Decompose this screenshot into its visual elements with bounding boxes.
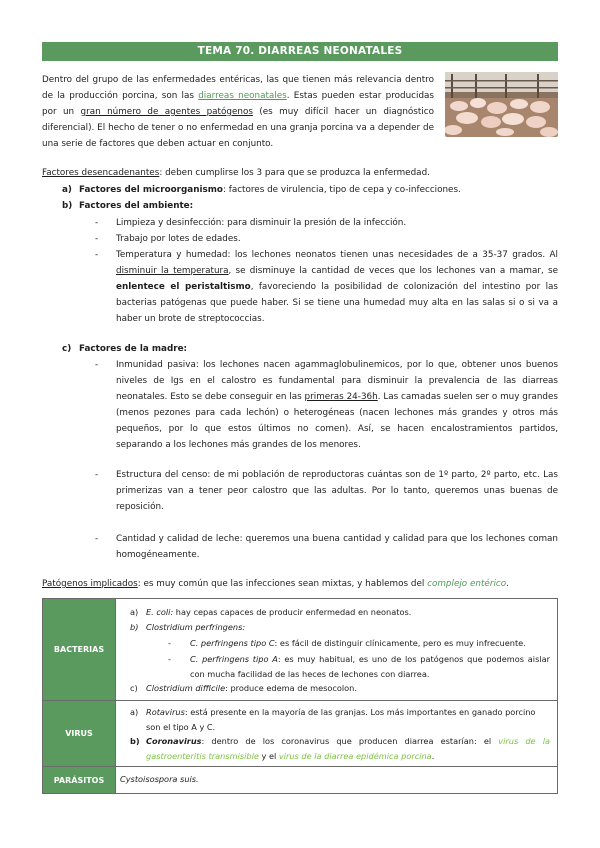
document-page: TEMA 70. DIARREAS NEONATALES Dentro del grupo de las enfermedades entéricas, las que tienen más relevancia dentro de la producción porcina, son las diarreas neonatales. Estas pueden estar producidas por un gran número de agentes patógenos (es muy difícil hacer un diagnóstico diferencial). El hecho de tener o no enfermedad en una granja porcina va a depender de una serie de factores que deben actuar en conjunto. Factores desencadenantes: deben cumplirse los 3 para que se produzca la enfermedad. a) Factores del microorganismo: factores de virulencia, tipo de cepa y co-infecciones. b) Factores del ambiente: - Limpieza y desinfección: para disminuir la presión de la infección. - Trabajo por lotes de edades. - Temperatura y humedad: los lechones neonatos tienen unas necesidades de a 35-37 grados. Al disminuir la temperatura, se disminuye la cantidad de veces que los lechones van a mamar, se enlentece el peristaltismo, favoreciendo la posibilidad de colonización del intestino por las bacterias patógenas que puede haber. Si se tiene una humedad muy alta en las salas si o si va a haber un brote de streptococcias. c) Factores de la madre: - Inmunidad pasiva: los lechones nacen agammaglobulinemicos, por lo que, obtener unos buenos niveles de Igs en el calostro es fundamental para disminuir la prevalencia de las diarreas neonatales. Esto se debe conseguir en las primeras 24-36h. Las camadas suelen ser o muy grandes (menos pezones para cada lechón) o heterogéneas (nacen lechones más grandes y otros más pequeños, por lo que estos últimos no comen). Así, se hacen encalostramientos partidos, separando a los lechones más grandes de los menores. - Estructura del censo: de mi población de reproductoras cuántas son de 1º parto, 2º parto, etc. Las primerizas van a tener peor calostro que las adultas. Por lo tanto, queremos unas buenas de reposición. - Cantidad y calidad de leche: queremos una buena cantidad y calidad para que los lechones coman homogéneamente. Patógenos implicados: es muy común que las infecciones sean mixtas, y hablemos del complejo entérico. BACTERIAS a) E. coli: hay cepas capaces de producir enfermedad en neonatos. b) Clostridium perfringens: - C. perfringens tipo C: es fácil de distinguir clínicamente, pero es muy infrecuente. - C. perfringens tipo A: es muy habitual, es uno de los patógenos que podemos aislar con mucha facilidad de las heces de lechones con diarrea. c) Clostridium difficile: produce edema de mesocolon. VIRUS a) Rotavirus: está presente en la mayoría de las granjas. Los más importantes en ganado porcino son el tipo A y C. b) Coronavirus: dentro de los coronavirus que producen diarrea estarían: el virus de la gastroenteritis transmisible y el virus de la diarrea epidémica porcina. PARÁSITOS Cystoisospora suis.	[0, 0, 600, 848]
factor-a-text: : factores de virulencia, tipo de cepa y co-infecciones.	[222, 185, 461, 195]
bacteria-b2-text: : es muy habitual, es uno de los patógenos que podemos aislar con mucha facilidad de las heces de lechones con diarrea.	[190, 654, 550, 679]
factor-c-marker: c)	[62, 344, 72, 354]
bacteria-a-text: hay cepas capaces de producir enfermedad en neonatos.	[173, 607, 412, 617]
virus-cell	[115, 701, 557, 767]
page-title: TEMA 70. DIARREAS NEONATALES	[42, 42, 558, 61]
virus-a-name: Rotavirus	[146, 707, 185, 717]
bacterias-cell: a) E. coli: hay cepas capaces de producir enfermedad en neonatos. b) Clostridium perfringens: - C. perfringens tipo C: es fácil de distinguir clínicamente, pero es muy infrecuente. - C. perfringens tipo A: es muy habitual, es uno de los patógenos que podemos aislar con mucha facilidad de las heces de lechones con diarrea. c) Clostridium difficile: produce edema de mesocolon.	[115, 599, 557, 701]
ambiente-item-1-text: Limpieza y desinfección: para disminuir la presión de la infección.	[116, 218, 407, 228]
bacteria-c-text: : produce edema de mesocolon.	[225, 683, 357, 693]
bacteria-b1-name: C. perfringens tipo C	[190, 638, 275, 648]
pathogens-table	[42, 598, 558, 794]
diarreas-link[interactable]: diarreas neonatales	[198, 91, 287, 101]
madre-item-1-underline: primeras 24-36h	[304, 392, 378, 402]
madre-item-1-text-a: Inmunidad pasiva: los lechones nacen agammaglobulinemicos, por lo que, obtener unos buenos niveles de Igs en el calostro es fundamental para disminuir la prevalencia de las diarreas neonatales. Esto se debe conseguir en las	[116, 360, 558, 402]
factores-text: : deben cumplirse los 3 para que se produzca la enfermedad.	[159, 168, 430, 178]
patogenos-label: Patógenos implicados	[42, 579, 138, 589]
ambiente-item-3-text-a: Temperatura y humedad: los lechones neonatos tienen unas necesidades de a 35-37 grados. Al	[116, 250, 558, 260]
parasitos-text: Cystoisospora suis.	[120, 774, 199, 784]
bacteria-b1-text: : es fácil de distinguir clínicamente, pero es muy infrecuente.	[274, 638, 526, 648]
bacteria-a-name: E. coli:	[146, 607, 174, 617]
patogenos-end: .	[506, 579, 509, 589]
virus-b-text: : dentro de los coronavirus que producen diarrea estarían: el	[201, 736, 499, 746]
bacterias-category: BACTERIAS	[43, 599, 115, 701]
piglets-photo	[445, 72, 558, 137]
ambiente-item-3-bold: enlentece el peristaltismo	[116, 282, 251, 292]
ambiente-item-3-underline: disminuir la temperatura	[116, 266, 229, 276]
ambiente-item-3-text-c: , favoreciendo la posibilidad de colonización del intestino por las bacterias patógenas que puede haber. Si se tiene una humedad muy alta en las salas si o si va a haber un brote de streptococcias.	[116, 282, 558, 324]
intro-text-1: Dentro del grupo de las enfermedades entéricas, las que tienen más relevancia dentro de la producción porcina, son las	[42, 75, 434, 101]
intro-underlined: gran número de agentes patógenos	[80, 107, 253, 117]
virus-a-marker: a)	[130, 707, 139, 717]
patogenos-heading	[42, 576, 558, 592]
factor-c-label: Factores de la madre:	[79, 344, 188, 354]
factor-a-marker: a)	[62, 185, 72, 195]
intro-text-3: (es muy difícil hacer un diagnóstico diferencial). El hecho de tener o no enfermedad en una granja porcina va a depender de una serie de factores que deben actuar en conjunto.	[42, 107, 434, 149]
intro-paragraph	[42, 72, 434, 152]
virus-gastroenteritis: virus de la gastroenteritis transmisible	[146, 736, 550, 761]
bacteria-c-name: Clostridium difficile	[146, 683, 226, 693]
madre-item-1-text-b: . Las camadas suelen ser o muy grandes (menos pezones para cada lechón) o heterogéneas (nacen lechones más grandes y otros más pequeños, por lo que estos últimos no comen). Así, se hacen encalostramientos partidos, separando a los lechones más grandes de los menores.	[116, 392, 558, 450]
factores-heading	[42, 165, 558, 181]
ambiente-item-2-text: Trabajo por lotes de edades.	[116, 234, 241, 244]
parasitos-category: PARÁSITOS	[43, 767, 115, 793]
madre-item-2-text: Estructura del censo: de mi población de reproductoras cuántas son de 1º parto, 2º parto, etc. Las primerizas van a tener peor calostro que las adultas. Por lo tanto, queremos unas buenas de reposición.	[116, 470, 558, 512]
virus-category: VIRUS	[43, 701, 115, 767]
patogenos-text: : es muy común que las infecciones sean mixtas, y hablemos del	[137, 579, 428, 589]
virus-b-end: .	[431, 751, 435, 761]
factor-a-label: Factores del microorganismo	[79, 185, 223, 195]
bacteria-a-marker: a)	[130, 607, 139, 617]
factores-label: Factores desencadenantes	[42, 168, 160, 178]
intro-text-2: . Estas pueden estar producidas por un	[42, 91, 435, 117]
complejo-enterico-link[interactable]: complejo entérico	[427, 579, 507, 589]
factor-b-label: Factores del ambiente:	[79, 201, 194, 211]
bacteria-b-name: Clostridium perfringens:	[146, 622, 246, 632]
virus-b-marker: b)	[130, 736, 140, 746]
virus-a-text: : está presente en la mayoría de las granjas. Los más importantes en ganado porcino son el tipo A y C.	[146, 707, 536, 732]
virus-diarrea-epidemica: virus de la diarrea epidémica porcina	[278, 751, 432, 761]
bacteria-b2-name: C. perfringens tipo A	[190, 654, 278, 664]
bacteria-b-marker: b)	[130, 622, 139, 632]
bacteria-c-marker: c)	[130, 683, 138, 693]
virus-b-mid: y el	[258, 751, 279, 761]
factor-b-marker: b)	[62, 201, 73, 211]
parasitos-cell	[115, 767, 557, 793]
ambiente-item-3-text-b: , se disminuye la cantidad de veces que los lechones van a mamar, se	[228, 266, 558, 276]
piglets-photo-icon	[445, 72, 558, 137]
madre-item-3-text: Cantidad y calidad de leche: queremos una buena cantidad y calidad para que los lechones coman homogéneamente.	[116, 534, 558, 560]
virus-b-name: Coronavirus	[146, 736, 202, 746]
